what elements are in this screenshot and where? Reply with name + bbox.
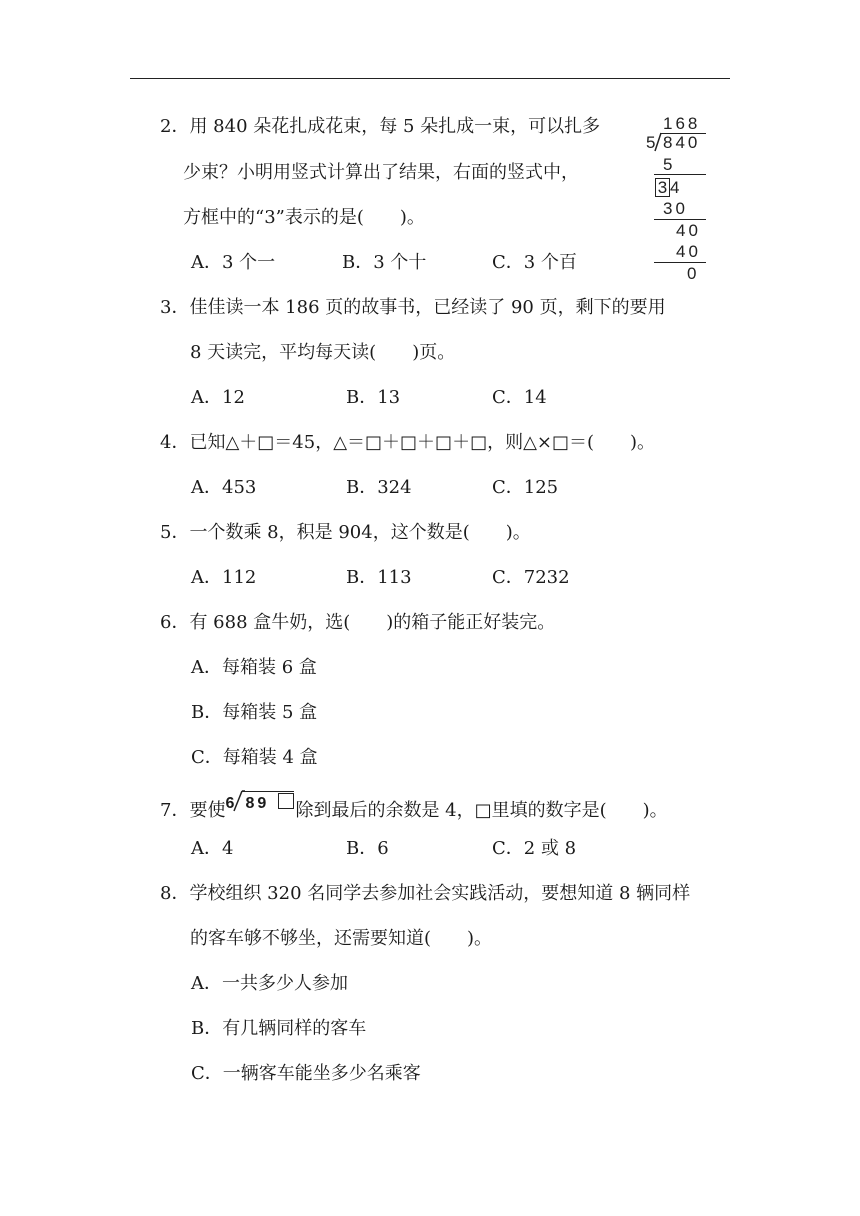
q8-option-b: B．有几辆同样的客车 xyxy=(191,1018,367,1039)
ld-rule-1 xyxy=(654,174,706,175)
q6-option-c: C．每箱装 4 盒 xyxy=(191,747,318,768)
q7-line1 xyxy=(160,796,668,823)
ld-step5: 40 xyxy=(676,242,701,261)
q6-option-a: A．每箱装 6 盒 xyxy=(191,657,317,678)
q6-option-b: B．每箱装 5 盒 xyxy=(191,702,318,723)
ld-step4: 40 xyxy=(676,221,701,240)
q3-line1: 3．佳佳读一本 186 页的故事书，已经读了 90 页，剩下的要用 xyxy=(160,297,666,318)
ld-step3: 30 xyxy=(663,199,688,218)
q4-option-c: C．125 xyxy=(492,477,559,498)
q8-line1: 8．学校组织 320 名同学去参加社会实践活动，要想知道 8 辆同样 xyxy=(160,883,691,904)
q5-option-b: B．113 xyxy=(346,567,412,588)
q4-option-a: A．453 xyxy=(191,477,257,498)
q4-option-b: B．324 xyxy=(346,477,412,498)
q6-line1: 6．有 688 盒牛奶，选( )的箱子能正好装完。 xyxy=(160,612,556,633)
q5-option-a: A．112 xyxy=(191,567,257,588)
ld-step1: 5 xyxy=(663,155,676,174)
ld-boxed-digit: 3 xyxy=(655,178,670,197)
q3-option-b: B．13 xyxy=(346,387,401,408)
q5-line1: 5．一个数乘 8，积是 904，这个数是( )。 xyxy=(160,522,531,543)
division-bracket-icon xyxy=(231,790,245,812)
q7-suffix: 除到最后的余数是 4，□里填的数字是( )。 xyxy=(295,800,668,821)
q2-line3: 方框中的“3”表示的是( )。 xyxy=(183,207,425,228)
q2-option-c: C．3 个百 xyxy=(492,252,577,273)
ld-rule-2 xyxy=(654,219,706,220)
header-rule xyxy=(130,78,730,79)
q4-line1: 4．已知△＋□＝45，△＝□＋□＋□＋□，则△×□＝( )。 xyxy=(160,432,656,453)
q3-line2: 8 天读完，平均每天读( )页。 xyxy=(190,342,456,363)
ld-dividend: 840 xyxy=(663,133,701,152)
q3-option-c: C．14 xyxy=(492,387,547,408)
q7-prefix: 7．要使 xyxy=(160,800,226,821)
ld-step2-rest: 4 xyxy=(670,178,683,197)
q8-option-c: C．一辆客车能坐多少名乘客 xyxy=(191,1063,421,1084)
q3-option-a: A．12 xyxy=(191,387,245,408)
q2-option-a: A．3 个一 xyxy=(191,252,276,273)
ld-rule-3 xyxy=(654,262,706,263)
q7-option-b: B．6 xyxy=(346,838,389,859)
q7-dividend: 89 xyxy=(245,795,270,812)
ld-remainder: 0 xyxy=(687,264,700,283)
ld-bracket-icon xyxy=(653,132,663,152)
q7-divisor: 6 xyxy=(225,795,235,812)
q8-option-a: A．一共多少人参加 xyxy=(191,973,348,994)
q8-line2: 的客车够不够坐，还需要知道( )。 xyxy=(190,928,493,949)
q7-blank-box xyxy=(278,793,294,809)
q2-line2: 少束？小明用竖式计算出了结果，右面的竖式中， xyxy=(183,162,579,183)
ld-divisor: 5 xyxy=(646,133,656,152)
q2-line1: 2．用 840 朵花扎成花束，每 5 朵扎成一束，可以扎多 xyxy=(160,116,601,137)
q5-option-c: C．7232 xyxy=(492,567,570,588)
q7-option-a: A．4 xyxy=(191,838,234,859)
q7-option-c: C．2 或 8 xyxy=(492,838,577,859)
ld-quotient: 168 xyxy=(663,114,701,133)
q7-inline-division xyxy=(225,796,295,820)
q2-option-b: B．3 个十 xyxy=(342,252,427,273)
